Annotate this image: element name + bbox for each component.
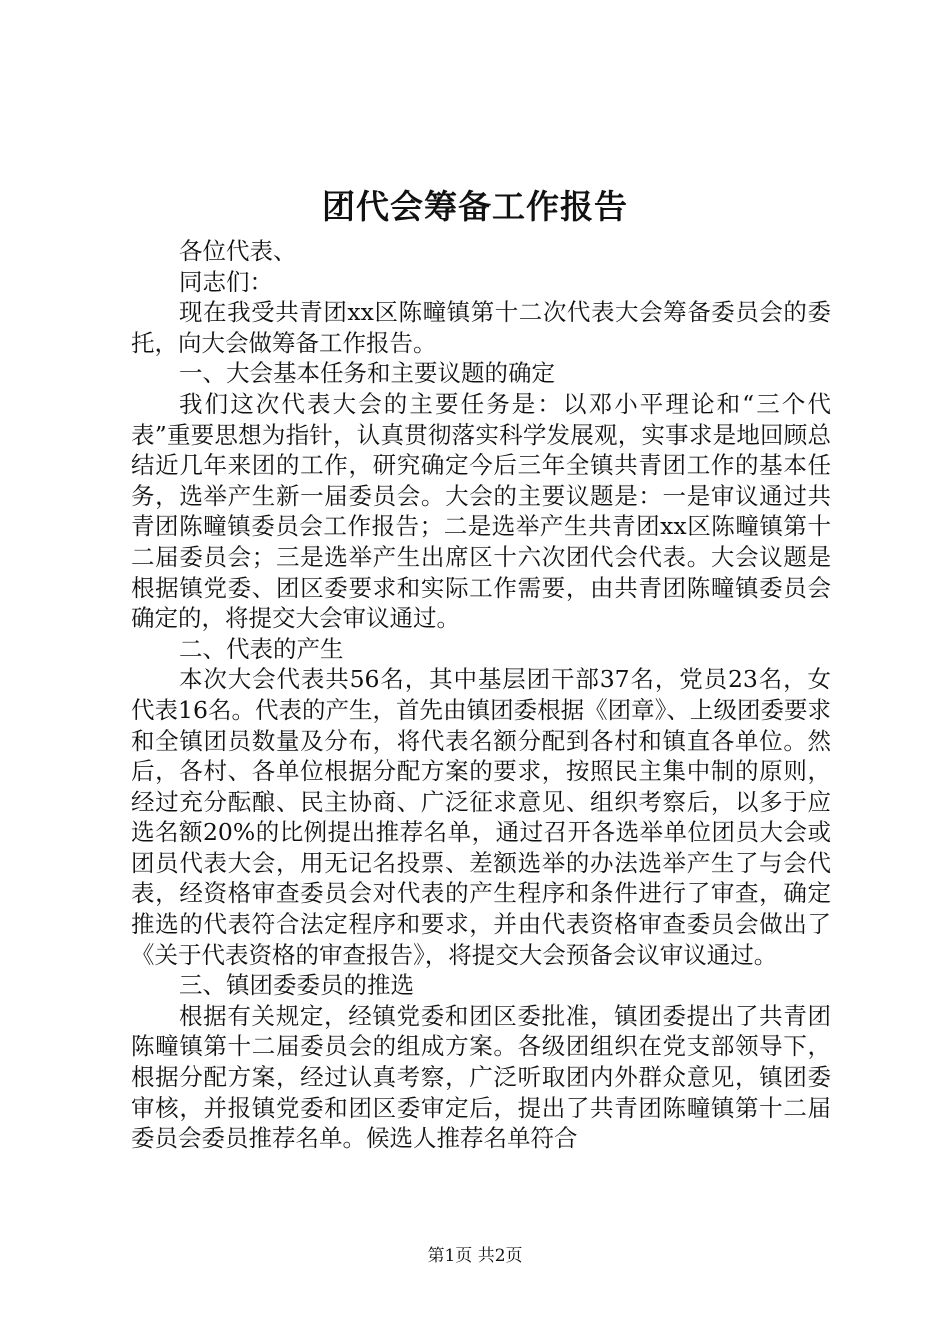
section-3-paragraph: 根据有关规定，经镇党委和团区委批准，镇团委提出了共青团陈疃镇第十二届委员会的组成方案。各级团组织在党支部领导下，根据分配方案，经过认真考察，广泛听取团内外群众意见，镇团委审核，并报镇党委和团区委审定后，提出了共青团陈疃镇第十二届委员会委员推荐名单。候选人推荐名单符合 [131,1001,831,1153]
intro-paragraph: 现在我受共青团xx区陈疃镇第十二次代表大会筹备委员会的委托，向大会做筹备工作报告。 [131,298,831,357]
section-heading-3: 三、镇团委委员的推选 [179,971,414,1000]
salutation-line-1: 各位代表、 [179,237,297,265]
section-2-paragraph: 本次大会代表共56名，其中基层团干部37名，党员23名，女代表16名。代表的产生，首先由镇团委根据《团章》、上级团委要求和全镇团员数量及分布，将代表名额分配到各村和镇直各单位。然后，各村、各单位根据分配方案的要求，按照民主集中制的原则，经过充分酝酿、民主协商、广泛征求意见、组织考察后，以多于应选名额20%的比例提出推荐名单，通过召开各选举单位团员大会或团员代表大会，用无记名投票、差额选举的办法选举产生了与会代表，经资格审查委员会对代表的产生程序和条件进行了审查，确定推选的代表符合法定程序和要求，并由代表资格审查委员会做出了《关于代表资格的审查报告》，将提交大会预备会议审议通过。 [131,665,831,969]
document-body [131,236,831,1154]
page-footer: 第1页 共2页 [427,1246,523,1266]
section-1-paragraph: 我们这次代表大会的主要任务是：以邓小平理论和“三个代表”重要思想为指针，认真贯彻落实科学发展观，实事求是地回顾总结近几年来团的工作，研究确定今后三年全镇共青团工作的基本任务，选举产生新一届委员会。大会的主要议题是：一是审议通过共青团陈疃镇委员会工作报告；二是选举产生共青团xx区陈疃镇第十二届委员会；三是选举产生出席区十六次团代会代表。大会议题是根据镇党委、团区委要求和实际工作需要，由共青团陈疃镇委员会确定的，将提交大会审议通过。 [131,389,831,633]
section-heading-1: 一、大会基本任务和主要议题的确定 [179,359,555,388]
salutation-line-2: 同志们： [179,267,273,296]
section-heading-2: 二、代表的产生 [179,634,344,663]
document-title: 团代会筹备工作报告 [322,187,628,226]
